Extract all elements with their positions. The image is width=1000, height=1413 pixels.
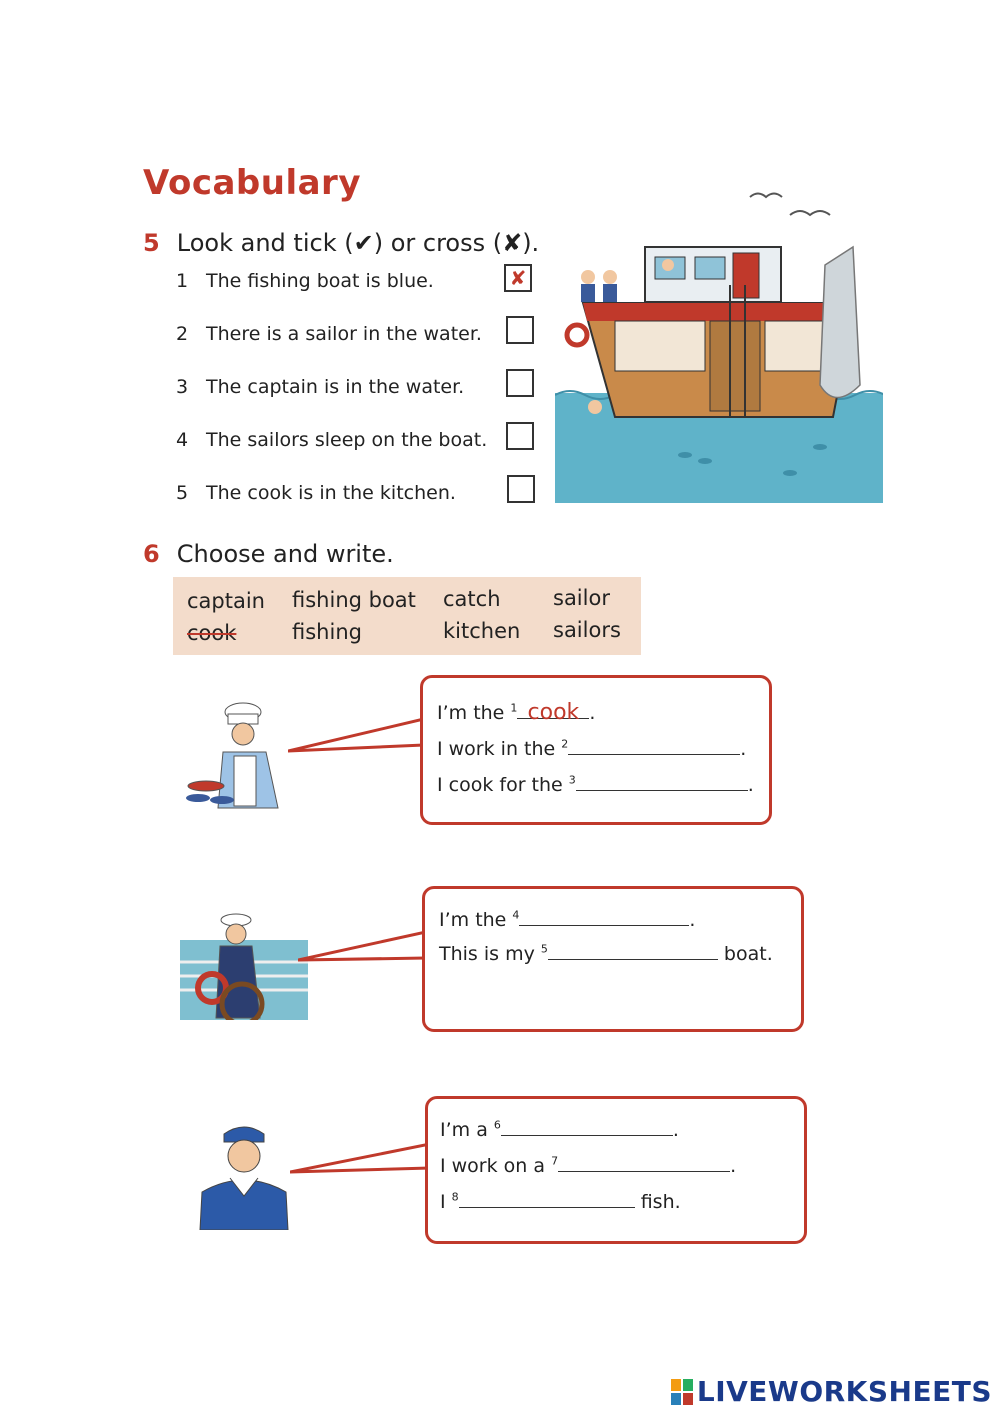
exercise-number: 5 bbox=[143, 229, 160, 257]
blank-number: 4 bbox=[512, 908, 520, 922]
sentence-text: . bbox=[730, 1155, 737, 1177]
word-bank-item: fishing boat bbox=[292, 588, 416, 612]
word-bank-item: catch bbox=[443, 587, 501, 611]
speech-bubble-sailor bbox=[425, 1096, 807, 1244]
speech-tail bbox=[288, 715, 424, 755]
word-bank-item: captain bbox=[187, 589, 265, 613]
sentence bbox=[440, 1153, 736, 1177]
item-number: 5 bbox=[176, 482, 189, 504]
speech-bubble-captain bbox=[422, 886, 804, 1032]
item-number: 2 bbox=[176, 323, 189, 345]
sentence-text: I cook for the bbox=[437, 774, 569, 796]
sentence-text: . bbox=[747, 774, 754, 796]
list-item bbox=[176, 429, 487, 451]
item-text: There is a sailor in the water. bbox=[206, 323, 482, 345]
cook-illustration bbox=[178, 700, 288, 810]
logo-icon bbox=[671, 1379, 693, 1405]
filled-answer: cook bbox=[527, 700, 580, 725]
sailor-illustration bbox=[196, 1122, 290, 1230]
sentence-text: I work on a bbox=[440, 1155, 552, 1177]
exercise-instruction: Choose and write. bbox=[176, 540, 394, 568]
word-bank bbox=[173, 577, 641, 655]
answer-checkbox-5[interactable] bbox=[507, 475, 535, 503]
word-bank-item: kitchen bbox=[443, 619, 521, 643]
sentence-text: I’m a bbox=[440, 1119, 494, 1141]
sentence-text: I’m the bbox=[437, 702, 511, 724]
exercise-instruction: Look and tick (✔) or cross (✘). bbox=[176, 229, 540, 257]
answer-checkbox-4[interactable] bbox=[506, 422, 534, 450]
answer-blank-1[interactable] bbox=[517, 700, 589, 725]
answer-checkbox-2[interactable] bbox=[506, 316, 534, 344]
cross-mark: ✘ bbox=[509, 266, 527, 290]
answer-blank-6[interactable] bbox=[501, 1117, 673, 1136]
answer-blank-7[interactable] bbox=[558, 1153, 730, 1172]
blank-number: 5 bbox=[540, 942, 548, 956]
speech-tail bbox=[298, 928, 426, 968]
list-item bbox=[176, 482, 456, 504]
sentence-text: . bbox=[589, 702, 596, 724]
word-bank-item-used: cook bbox=[187, 621, 237, 645]
answer-blank-4[interactable] bbox=[519, 907, 689, 926]
speech-tail bbox=[290, 1140, 430, 1180]
boat-illustration bbox=[555, 185, 883, 503]
blank-number: 3 bbox=[568, 773, 576, 787]
list-item bbox=[176, 376, 464, 398]
logo-text: LIVEWORKSHEETS bbox=[696, 1375, 992, 1408]
sentence-text: boat. bbox=[717, 943, 773, 965]
blank-number: 1 bbox=[510, 701, 518, 715]
item-text: The cook is in the kitchen. bbox=[206, 482, 456, 504]
liveworksheets-logo bbox=[671, 1375, 992, 1408]
blank-number: 8 bbox=[451, 1190, 459, 1204]
sentence bbox=[439, 941, 773, 965]
sentence-text: . bbox=[740, 738, 747, 760]
sentence-text: I work in the bbox=[437, 738, 562, 760]
sentence bbox=[437, 772, 754, 796]
sentence-text: fish. bbox=[634, 1191, 681, 1213]
answer-blank-2[interactable] bbox=[568, 736, 740, 755]
exercise-number: 6 bbox=[143, 540, 160, 568]
answer-blank-5[interactable] bbox=[548, 941, 718, 960]
answer-checkbox-1[interactable] bbox=[504, 264, 532, 292]
sentence-text: . bbox=[689, 909, 696, 931]
blank-number: 7 bbox=[551, 1154, 559, 1168]
sentence-text: I’m the bbox=[439, 909, 513, 931]
answer-checkbox-3[interactable] bbox=[506, 369, 534, 397]
word-bank-item: sailors bbox=[553, 618, 621, 642]
exercise-5-heading bbox=[143, 229, 539, 257]
answer-blank-3[interactable] bbox=[576, 772, 748, 791]
captain-illustration bbox=[180, 910, 308, 1020]
item-text: The sailors sleep on the boat. bbox=[206, 429, 488, 451]
sentence-text: . bbox=[672, 1119, 679, 1141]
sentence bbox=[437, 700, 595, 724]
list-item bbox=[176, 270, 434, 292]
speech-bubble-cook bbox=[420, 675, 772, 825]
blank-number: 2 bbox=[561, 737, 569, 751]
sentence-text: I bbox=[440, 1191, 452, 1213]
blank-number: 6 bbox=[493, 1118, 501, 1132]
sentence bbox=[440, 1189, 681, 1213]
answer-blank-8[interactable] bbox=[459, 1189, 635, 1208]
item-text: The captain is in the water. bbox=[206, 376, 465, 398]
exercise-6-heading bbox=[143, 540, 394, 568]
sentence bbox=[437, 736, 746, 760]
page-title: Vocabulary bbox=[143, 163, 361, 203]
item-number: 4 bbox=[176, 429, 189, 451]
sentence bbox=[440, 1117, 679, 1141]
sentence-text: This is my bbox=[439, 943, 541, 965]
item-text: The fishing boat is blue. bbox=[206, 270, 434, 292]
sentence bbox=[439, 907, 695, 931]
item-number: 3 bbox=[176, 376, 189, 398]
list-item bbox=[176, 323, 482, 345]
item-number: 1 bbox=[176, 270, 189, 292]
word-bank-item: fishing bbox=[292, 620, 362, 644]
word-bank-item: sailor bbox=[553, 586, 610, 610]
